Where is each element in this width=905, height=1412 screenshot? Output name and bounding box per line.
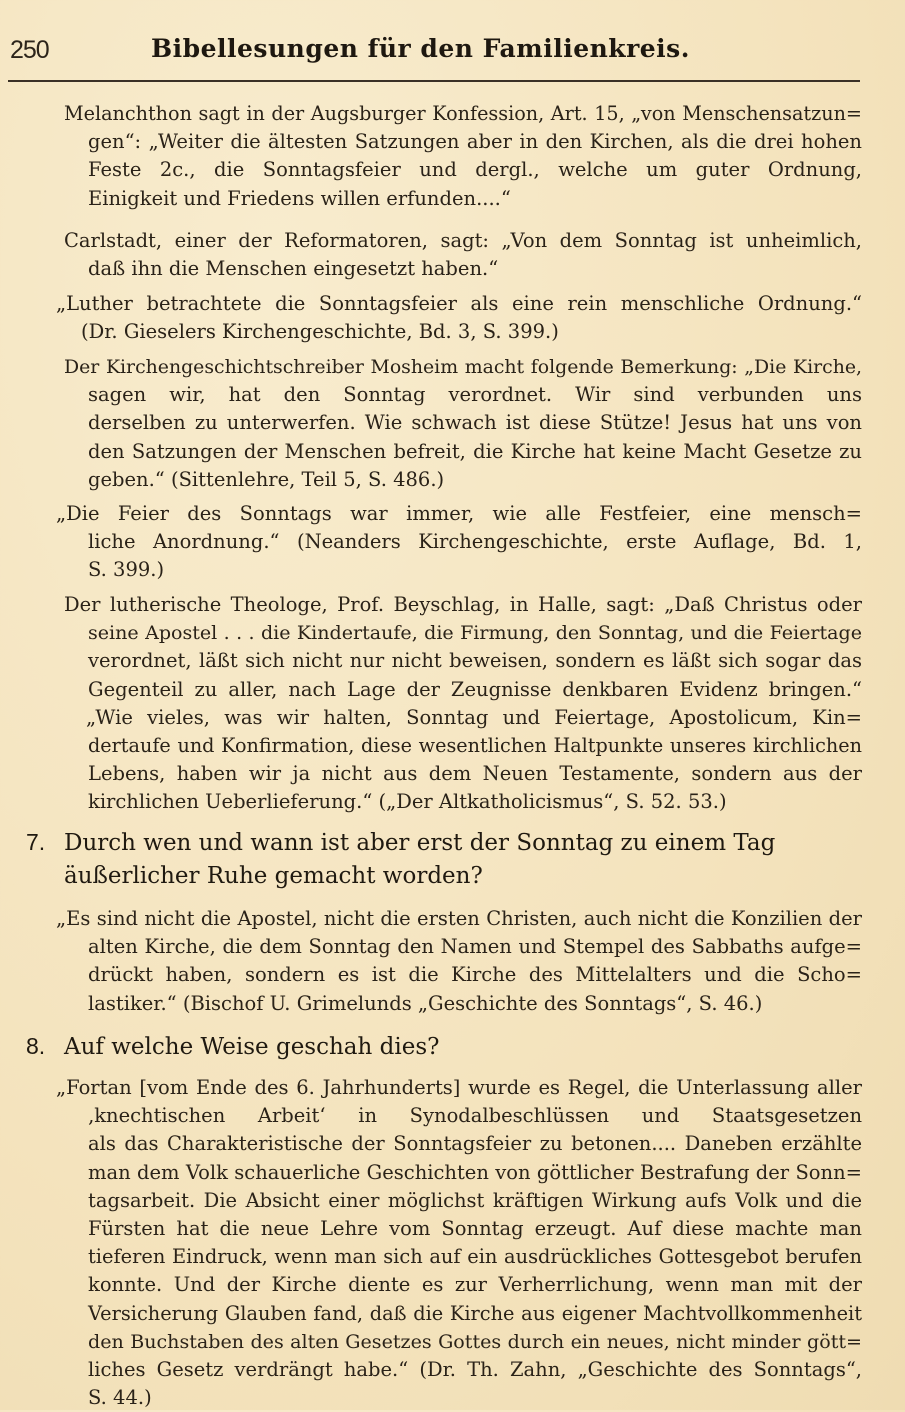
paragraph-mosheim xyxy=(64,353,862,494)
text-line: verordnet, läßt sich nicht nur nicht beweisen, sondern es läßt sich sogar das xyxy=(88,649,862,673)
paragraph-beyschlag xyxy=(64,591,862,817)
text-line: Der Kirchengeschichtschreiber Mosheim macht folgende Bemerkung: „Die Kirche, xyxy=(64,356,862,378)
text-line: geben.“ (Sittenlehre, Teil 5, S. 486.) xyxy=(88,467,445,491)
paragraph-carlstadt xyxy=(64,227,862,283)
text-line: dertaufe und Konfirmation, diese wesentlichen Haltpunkte unseres kirchlichen xyxy=(88,734,862,758)
answer-7 xyxy=(56,905,862,1018)
text-line: daß ihn die Menschen eingesetzt haben.“ xyxy=(88,257,499,281)
answer-8 xyxy=(56,1074,862,1412)
text-line: drückt haben, sondern es ist die Kirche des Mittelalters und die Scho= xyxy=(88,963,862,987)
running-title: Bibellesungen für den Familienkreis. xyxy=(151,34,690,63)
question-8 xyxy=(26,1030,862,1064)
header-rule xyxy=(8,80,860,82)
paragraph-neander xyxy=(56,500,862,585)
text-line: konnte. Und der Kirche diente es zur Verherrlichung, wenn man mit der xyxy=(88,1273,862,1297)
text-line: Versicherung Glauben fand, daß die Kirche aus eigener Machtvollkommenheit xyxy=(88,1301,862,1325)
text-line: tagsarbeit. Die Absicht einer möglichst kräftigen Wirkung aufs Volk und die xyxy=(88,1188,862,1212)
text-line: (Dr. Gieselers Kirchengeschichte, Bd. 3, S. 399.) xyxy=(81,320,559,344)
text-line: man dem Volk schauerliche Geschichten von göttlicher Bestrafung der Sonn= xyxy=(88,1160,862,1184)
text-line: Lebens, haben wir ja nicht aus dem Neuen Testamente, sondern aus der xyxy=(88,762,862,786)
text-line: Der lutherische Theologe, Prof. Beyschlag, in Halle, sagt: „Daß Christus oder xyxy=(64,593,862,616)
page-number: 250 xyxy=(10,36,49,64)
text-line: „Es sind nicht die Apostel, nicht die ersten Christen, auch nicht die Konzilien der xyxy=(56,907,862,930)
text-line: „Luther betrachtete die Sonntagsfeier als eine rein menschliche Ordnung.“ xyxy=(56,292,862,315)
paragraph-luther xyxy=(56,290,862,346)
text-line: seine Apostel . . . die Kindertaufe, die Firmung, den Sonntag, und die Feiertage xyxy=(88,622,862,645)
question-text: Durch wen und wann ist aber erst der Sonntag zu einem Tag xyxy=(64,830,776,856)
text-line: Gegenteil zu aller, nach Lage der Zeugnisse denkbaren Evidenz bringen.“ xyxy=(88,677,862,701)
text-line: kirchlichen Ueberlieferung.“ („Der Altkatholicismus“, S. 52. 53.) xyxy=(88,790,727,814)
text-line: „Die Feier des Sonntags war immer, wie alle Festfeier, eine mensch= xyxy=(56,502,862,525)
text-line: „Wie vieles, was wir halten, Sonntag und Feiertage, Apostolicum, Kin= xyxy=(86,705,862,729)
question-number: 8. xyxy=(26,1033,46,1059)
question-text: Auf welche Weise geschah dies? xyxy=(64,1034,440,1060)
question-7 xyxy=(26,826,862,893)
text-line: S. 44.) xyxy=(88,1386,152,1410)
text-line: gen“: „Weiter die ältesten Satzungen aber in den Kirchen, als die drei hohen xyxy=(88,130,862,154)
text-line: Feste 2c., die Sonntagsfeier und dergl., welche um guter Ordnung, xyxy=(88,158,862,182)
text-line: den Satzungen der Menschen befreit, die Kirche hat keine Macht Gesetze zu xyxy=(88,439,862,463)
text-line: derselben zu unterwerfen. Wie schwach ist diese Stütze! Jesus hat uns von xyxy=(88,411,862,435)
text-line: tieferen Eindruck, wenn man sich auf ein ausdrückliches Gottesgebot berufen xyxy=(88,1245,862,1269)
question-line xyxy=(26,826,862,860)
text-line: Carlstadt, einer der Reformatoren, sagt: „Von dem Sonntag ist unheimlich, xyxy=(64,229,862,252)
text-line: den Buchstaben des alten Gesetzes Gottes durch ein neues, nicht minder gött= xyxy=(88,1330,862,1353)
text-line: sagen wir, hat den Sonntag verordnet. Wir sind verbunden uns xyxy=(88,383,862,407)
text-line: liche Anordnung.“ (Neanders Kirchengeschichte, erste Auflage, Bd. 1, xyxy=(88,530,862,554)
text-line: lastiker.“ (Bischof U. Grimelunds „Geschichte des Sonntags“, S. 46.) xyxy=(88,991,763,1015)
text-line: Fürsten hat die neue Lehre vom Sonntag erzeugt. Auf diese machte man xyxy=(88,1217,862,1241)
text-line: „Fortan [vom Ende des 6. Jahrhunderts] wurde es Regel, die Unterlassung aller xyxy=(56,1076,862,1099)
text-line: alten Kirche, die dem Sonntag den Namen und Stempel des Sabbaths aufge= xyxy=(88,935,862,959)
text-line: Einigkeit und Friedens willen erfunden....“ xyxy=(88,186,511,210)
text-line: S. 399.) xyxy=(88,558,165,582)
question-line: äußerlicher Ruhe gemacht worden? xyxy=(64,863,483,889)
paragraph-melanchthon xyxy=(64,100,862,213)
question-line xyxy=(26,1030,862,1064)
text-line: liches Gesetz verdrängt habe.“ (Dr. Th. Zahn, „Geschichte des Sonntags“, xyxy=(88,1358,862,1382)
question-number: 7. xyxy=(26,829,46,855)
text-line: Melanchthon sagt in der Augsburger Konfession, Art. 15, „von Menschensatzun= xyxy=(64,102,862,125)
text-line: ‚knechtischen Arbeit‘ in Synodalbeschlüssen und Staatsgesetzen xyxy=(88,1104,862,1128)
page-header xyxy=(6,34,866,74)
text-line: als das Charakteristische der Sonntagsfeier zu betonen.... Daneben erzählte xyxy=(88,1132,862,1156)
